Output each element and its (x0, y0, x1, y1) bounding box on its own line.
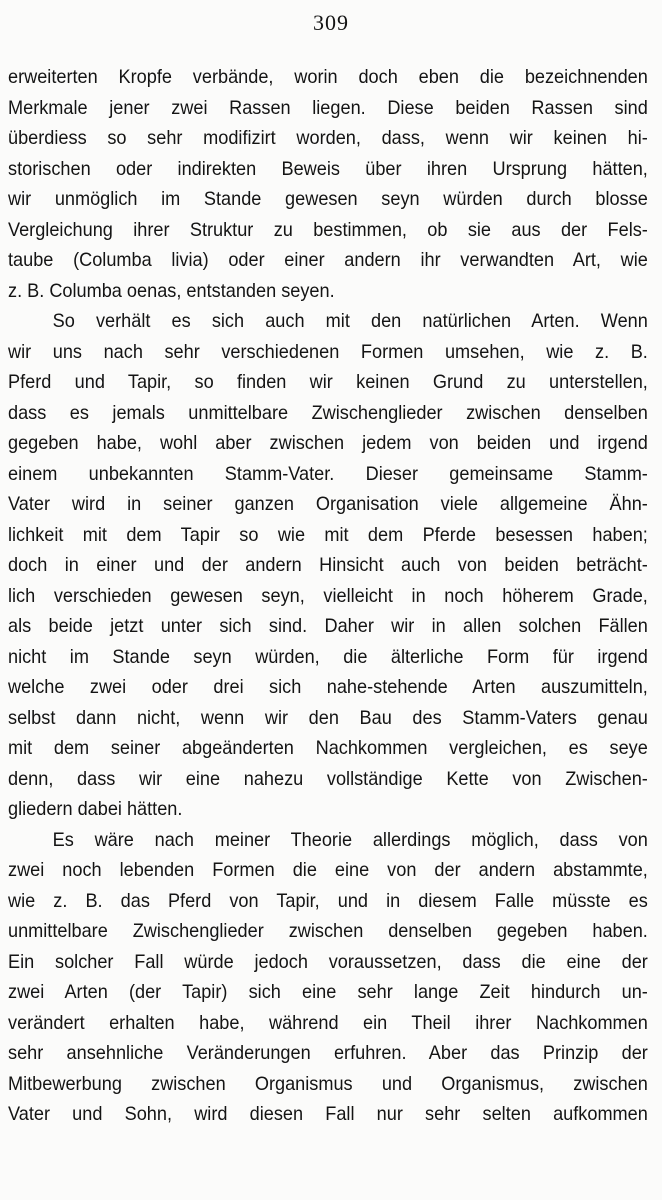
text-line: Mitbewerbung zwischen Organismus und Organismus, zwischen (8, 1072, 648, 1095)
text-line: taube (Columba livia) oder einer andern ihr verwandten Art, wie (8, 249, 648, 271)
text-line: wir unmöglich im Stande gewesen seyn würden durch blosse (8, 188, 648, 210)
text-line: gegeben habe, wohl aber zwischen jedem von beiden und irgend (8, 432, 648, 454)
text-line: selbst dann nicht, wenn wir den Bau des Stamm-Vaters genau (8, 706, 648, 729)
text-line: zwei noch lebenden Formen die eine von der andern abstammte, (8, 859, 648, 881)
text-line: nicht im Stande seyn würden, die älterliche Form für irgend (8, 645, 648, 668)
text-line: sehr ansehnliche Veränderungen erfuhren. Aber das Prinzip der (8, 1042, 648, 1064)
text-line: lichkeit mit dem Tapir so wie mit dem Pferde besessen haben; (8, 523, 648, 546)
text-line: einem unbekannten Stamm-Vater. Dieser gemeinsame Stamm- (8, 462, 648, 485)
text-line: Vater und Sohn, wird diesen Fall nur sehr selten aufkommen (8, 1103, 648, 1125)
text-line: Vergleichung ihrer Struktur zu bestimmen, ob sie aus der Fels- (8, 218, 648, 241)
text-line: wir uns nach sehr verschiedenen Formen umsehen, wie z. B. (8, 340, 648, 363)
body-text (8, 62, 648, 1130)
text-line: dass es jemals unmittelbare Zwischenglieder zwischen denselben (8, 401, 648, 424)
text-line: mit dem seiner abgeänderten Nachkommen vergleichen, es seye (8, 737, 648, 759)
text-line: denn, dass wir eine nahezu vollständige Kette von Zwischen- (8, 767, 648, 790)
text-line: wie z. B. das Pferd von Tapir, und in diesem Falle müsste es (8, 889, 648, 912)
text-line: unmittelbare Zwischenglieder zwischen denselben gegeben haben. (8, 920, 648, 942)
text-line: überdiess so sehr modifizirt worden, dass, wenn wir keinen hi- (8, 127, 648, 149)
text-line: Vater wird in seiner ganzen Organisation viele allgemeine Ähn- (8, 493, 648, 515)
text-line: erweiterten Kropfe verbände, worin doch eben die bezeichnenden (8, 66, 648, 88)
text-line: storischen oder indirekten Beweis über ihren Ursprung hätten, (8, 157, 648, 180)
text-line: Es wäre nach meiner Theorie allerdings möglich, dass von (52, 828, 648, 851)
text-line: zwei Arten (der Tapir) sich eine sehr lange Zeit hindurch un- (8, 981, 648, 1003)
text-line: als beide jetzt unter sich sind. Daher wir in allen solchen Fällen (8, 615, 648, 637)
page-number: 309 (313, 10, 349, 35)
text-line: verändert erhalten habe, während ein Theil ihrer Nachkommen (8, 1011, 648, 1034)
text-line: Merkmale jener zwei Rassen liegen. Diese beiden Rassen sind (8, 96, 648, 119)
text-line: z. B. Columba oenas, entstanden seyen. (8, 279, 335, 302)
text-line: So verhält es sich auch mit den natürlichen Arten. Wenn (52, 310, 648, 332)
text-line: gliedern dabei hätten. (8, 798, 183, 820)
text-line: Ein solcher Fall würde jedoch voraussetzen, dass die eine der (8, 950, 648, 973)
text-line: welche zwei oder drei sich nahe-stehende Arten auszumitteln, (8, 676, 648, 698)
text-line: lich verschieden gewesen seyn, vielleicht in noch höherem Grade, (8, 584, 648, 607)
text-line: Pferd und Tapir, so finden wir keinen Grund zu unterstellen, (8, 371, 648, 393)
text-line: doch in einer und der andern Hinsicht auch von beiden beträcht- (8, 554, 648, 576)
